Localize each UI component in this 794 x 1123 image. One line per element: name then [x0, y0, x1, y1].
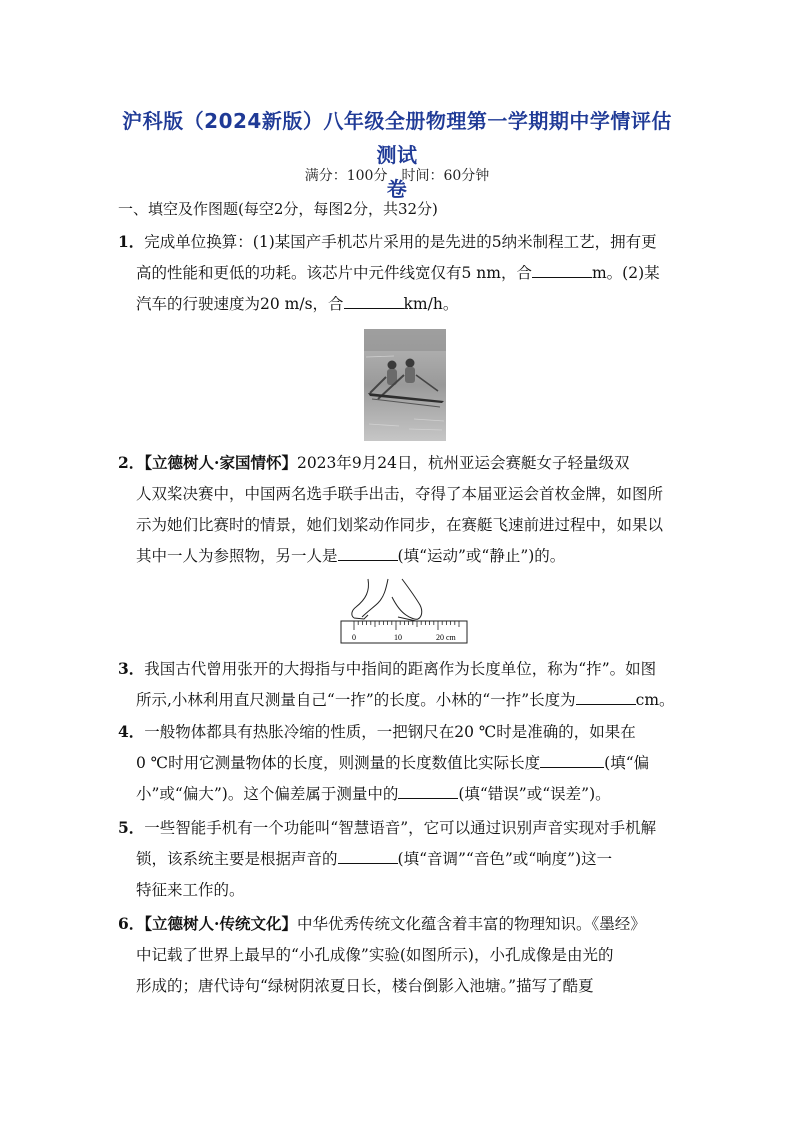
question-text: 一些智能手机有一个功能叫“智慧语音”，它可以通过识别声音实现对手机解 [144, 819, 657, 837]
question-text: 完成单位换算：(1)某国产手机芯片采用的是先进的5纳米制程工艺，拥有更 [144, 233, 657, 251]
question-text: 一般物体都具有热胀冷缩的性质，一把钢尺在20 ℃时是准确的，如果在 [144, 723, 636, 741]
question-text: 2023年9月24日，杭州亚运会赛艇女子轻量级双 [296, 454, 630, 472]
ruler-hand-figure [338, 577, 470, 647]
question-text: 我国古代曾用张开的大拇指与中指间的距离作为长度单位，称为“拃”。如图 [144, 660, 657, 678]
exam-meta: 满分：100分 时间：60分钟 [304, 168, 490, 184]
question-text: 小”或“偏大”)。这个偏差属于测量中的 [136, 785, 399, 803]
rowing-photo [364, 329, 446, 441]
question-text: 0 ℃时用它测量物体的长度，则测量的长度数值比实际长度 [136, 754, 541, 772]
question-text: km/h。 [403, 295, 459, 313]
title-line-2: 卷 [386, 177, 408, 201]
answer-blank[interactable] [398, 780, 458, 799]
question-6 [118, 908, 680, 1002]
question-text: 特征来工作的。 [136, 881, 245, 899]
question-1 [118, 226, 680, 320]
question-tag: 【立德树人·传统文化】 [144, 914, 297, 933]
question-4 [118, 716, 680, 810]
question-text: (填“错误”或“误差”)。 [458, 785, 611, 803]
question-number: 3． [118, 659, 145, 678]
question-text: 形成的；唐代诗句“绿树阴浓夏日长，楼台倒影入池塘。”描写了酷夏 [136, 977, 594, 995]
question-text: 锁，该系统主要是根据声音的 [136, 850, 338, 868]
question-text: 高的性能和更低的功耗。该芯片中元件线宽仅有5 nm，合 [136, 264, 532, 282]
page-title [112, 104, 682, 206]
question-text: 其中一人为参照物，另一人是 [136, 547, 338, 565]
ruler-label-20: 20 cm [436, 633, 456, 642]
answer-blank[interactable] [338, 845, 398, 864]
question-text: 中记载了世界上最早的“小孔成像”实验(如图所示)，小孔成像是由光的 [136, 946, 614, 964]
question-number: 6． [118, 914, 145, 933]
question-text: 人双桨决赛中，中国两名选手联手出击，夺得了本届亚运会首枚金牌，如图所 [136, 485, 664, 503]
question-text: (填“音调”“音色”或“响度”)这一 [397, 850, 613, 868]
question-number: 5． [118, 818, 145, 837]
question-text: cm。 [635, 691, 675, 709]
question-3 [118, 653, 680, 716]
title-line-1: 沪科版（2024新版）八年级全册物理第一学期期中学情评估测试 [122, 109, 672, 167]
answer-blank[interactable] [338, 542, 398, 561]
question-text: (填“偏 [604, 754, 650, 772]
question-text: 示为她们比赛时的情景，她们划桨动作同步，在赛艇飞速前进过程中，如果以 [136, 516, 664, 534]
question-text: 汽车的行驶速度为20 m/s，合 [136, 295, 344, 313]
hand-drawing [352, 579, 422, 621]
question-text: 所示,小林利用直尺测量自己“一拃”的长度。小林的“一拃”长度为 [136, 691, 576, 709]
section-heading: 一、填空及作图题(每空2分，每图2分，共32分) [118, 200, 438, 218]
question-5 [118, 812, 680, 906]
question-number: 4． [118, 722, 145, 741]
question-number: 2． [118, 453, 145, 472]
answer-blank[interactable] [344, 290, 404, 309]
question-2 [118, 447, 680, 572]
ruler-label-10: 10 [394, 633, 402, 642]
question-text: m。(2)某 [591, 264, 660, 282]
question-number: 1． [118, 232, 145, 251]
answer-blank[interactable] [576, 686, 636, 705]
answer-blank[interactable] [532, 259, 592, 278]
question-text: (填“运动”或“静止”)的。 [397, 547, 566, 565]
ruler-label-0: 0 [352, 633, 356, 642]
answer-blank[interactable] [540, 749, 604, 768]
question-text: 中华优秀传统文化蕴含着丰富的物理知识。《墨经》 [296, 915, 646, 933]
question-tag: 【立德树人·家国情怀】 [144, 453, 297, 472]
